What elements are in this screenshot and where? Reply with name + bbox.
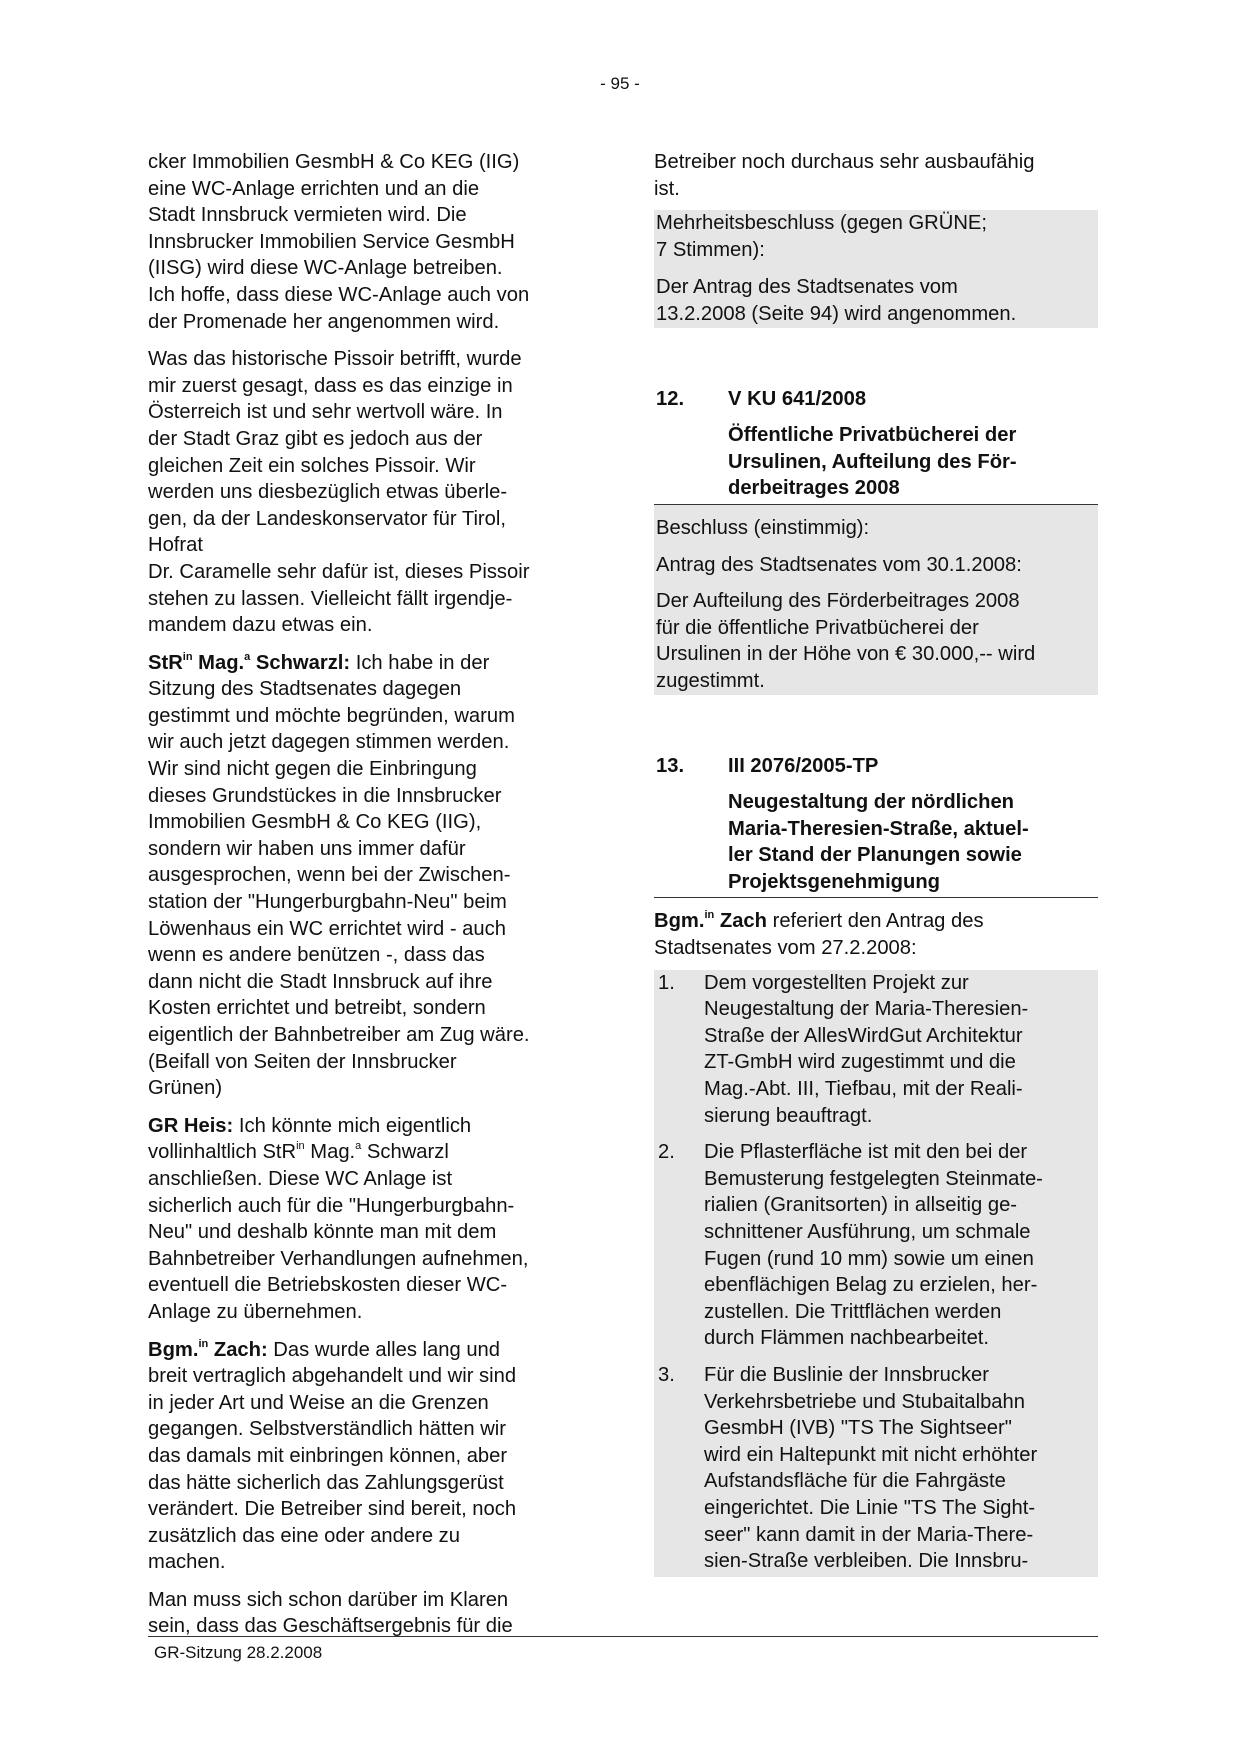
footer-divider <box>148 1636 1098 1637</box>
list-item: 3. Für die Buslinie der Innsbrucker Verkehrsbetriebe und Stubaitalbahn GesmbH (IVB) "TS The Sightseer" wird ein Haltepunkt mit nicht erhöhter Aufstandsfläche für die Fahrgäste eingerichtet. Die Linie "TS The Sight- seer" kann damit in der Maria-There- sien-Straße verbleiben. Die Innsbru- <box>658 1363 1038 1573</box>
resolution-block-item-12 <box>654 505 1098 695</box>
statement-zach: Bgm.$^{in}$ Zach: Das wurde alles lang und breit vertraglich abgehandelt und wir sind in jeder Art und Weise an die Grenzen gegangen. Selbstverständlich hätten wir das damals mit einbringen können, aber das hätte sicherlich das Zahlungsgerüst verändert. Die Betreiber sind bereit, noch zusätzlich das eine oder andere zu machen. <box>148 1337 517 1574</box>
paragraph-betreiber: Betreiber noch durchaus sehr ausbaufähig ist. <box>654 151 1035 200</box>
paragraph-wc-anlage: cker Immobilien GesmbH & Co KEG (IIG) eine WC-Anlage errichten und an die Stadt Innsbruck vermieten wird. Die Innsbrucker Immobilien Service GesmbH (IISG) wird diese WC-Anlage betreiben. Ich hoffe, dass diese WC-Anlage auch von der Promenade her angenommen wird. <box>148 151 530 333</box>
title-divider <box>654 897 1098 898</box>
paragraph-geschaeftsergebnis: Man muss sich schon darüber im Klaren sein, dass das Geschäftsergebnis für die <box>148 1588 513 1638</box>
list-item: 1. Dem vorgestellten Projekt zur Neugestaltung der Maria-Theresien- Straße der AllesWirdGut Architektur ZT-GmbH wird zugestimmt und die Mag.-Abt. III, Tiefbau, mit der Reali- sierung beauftragt. <box>658 971 1029 1127</box>
agenda-item-code: V KU 641/2008 <box>728 387 867 410</box>
vote-result: Mehrheitsbeschluss (gegen GRÜNE; 7 Stimmen): <box>656 212 987 261</box>
speaker-name: Bgm.$^{in}$ Zach <box>654 909 767 933</box>
agenda-item-13 <box>654 753 1098 780</box>
speaker-name: StR$^{in}$ Mag.$^a$ Schwarzl: <box>148 650 351 674</box>
resolution-block-item-11 <box>654 210 1098 327</box>
decision-text: Der Antrag des Stadtsenates vom 13.2.2008 (Seite 94) wird angenommen. <box>656 276 1017 325</box>
speaker-name: Bgm.$^{in}$ Zach: <box>148 1337 268 1361</box>
agenda-item-12 <box>654 386 1098 413</box>
list-item: 2. Die Pflasterfläche ist mit den bei der Bemusterung festgelegten Steinmate- rialien (Granitsorten) in allseitig ge- schnittener Ausführung, um schmale Fugen (rund 10 mm) sowie um einen ebenflächigen Belag zu erzielen, her- zustellen. Die Trittflächen werden durch Flämmen nachbearbeitet. <box>658 1141 1043 1350</box>
page-number: - 95 - <box>600 74 640 93</box>
agenda-item-title: Neugestaltung der nördlichen Maria-Theresien-Straße, aktuel- ler Stand der Planungen sowie Projektsgenehmigung <box>728 791 1029 893</box>
vote-result: Beschluss (einstimmig): <box>656 516 870 539</box>
decision-text: Der Aufteilung des Förderbeitrages 2008 für die öffentliche Privatbücherei der Ursulinen in der Höhe von € 30.000,-- wird zugestimmt. <box>656 590 1036 692</box>
motion-reference: Antrag des Stadtsenates vom 30.1.2008: <box>656 553 1022 576</box>
motion-points-list <box>654 970 1098 1577</box>
statement-heis: GR Heis: Ich könnte mich eigentlich vollinhaltlich StR$^{in}$ Mag.$^a$ Schwarzl anschließen. Diese WC Anlage ist sicherlich auch für die "Hungerburgbahn- Neu" und deshalb könnte man mit dem Bahnbetreiber Verhandlungen aufnehmen, eventuell die Betriebskosten dieser WC- Anlage zu übernehmen. <box>148 1114 529 1323</box>
paragraph-pissoir: Was das historische Pissoir betrifft, wurde mir zuerst gesagt, dass es das einzige in Österreich ist und sehr wertvoll wäre. In der Stadt Graz gibt es jedoch aus der gleichen Zeit ein solches Pissoir. Wir werden uns diesbezüglich etwas überle- gen, da der Landeskonservator für Tirol, Hofrat Dr. Caramelle sehr dafür ist, dieses Pissoir stehen zu lassen. Vielleicht fällt irgendje- mandem dazu etwas ein. <box>148 348 530 637</box>
agenda-item-code: III 2076/2005-TP <box>728 754 879 777</box>
agenda-item-number: 13. <box>656 754 685 777</box>
left-column <box>148 149 588 1651</box>
statement-schwarzl: StR$^{in}$ Mag.$^a$ Schwarzl: Ich habe in der Sitzung des Stadtsenates dagegen gestimmt und möchte begründen, warum wir auch jetzt dagegen stimmen werden. Wir sind nicht gegen die Einbringung dieses Grundstückes in die Innsbrucker Immobilien GesmbH & Co KEG (IIG), sondern wir haben uns immer dafür ausgesprochen, wenn bei der Zwischen- station der "Hungerburgbahn-Neu" beim Löwenhaus ein WC errichtet wird - auch wenn es andere benützen -, dass das dann nicht die Stadt Innsbruck auf ihre Kosten errichtet und betreibt, sondern eigentlich der Bahnbetreiber am Zug wäre. (Beifall von Seiten der Innsbrucker Grünen) <box>148 650 530 1100</box>
speaker-name: GR Heis: <box>148 1114 234 1137</box>
agenda-item-number: 12. <box>656 387 685 410</box>
agenda-item-title: Öffentliche Privatbücherei der Ursulinen, Aufteilung des För- derbeitrages 2008 <box>728 424 1017 500</box>
statement-zach-referral: Bgm.$^{in}$ Zach referiert den Antrag des Stadtsenates vom 27.2.2008: <box>654 909 984 960</box>
footer-text: GR-Sitzung 28.2.2008 <box>154 1643 323 1662</box>
right-column <box>654 149 1098 1587</box>
